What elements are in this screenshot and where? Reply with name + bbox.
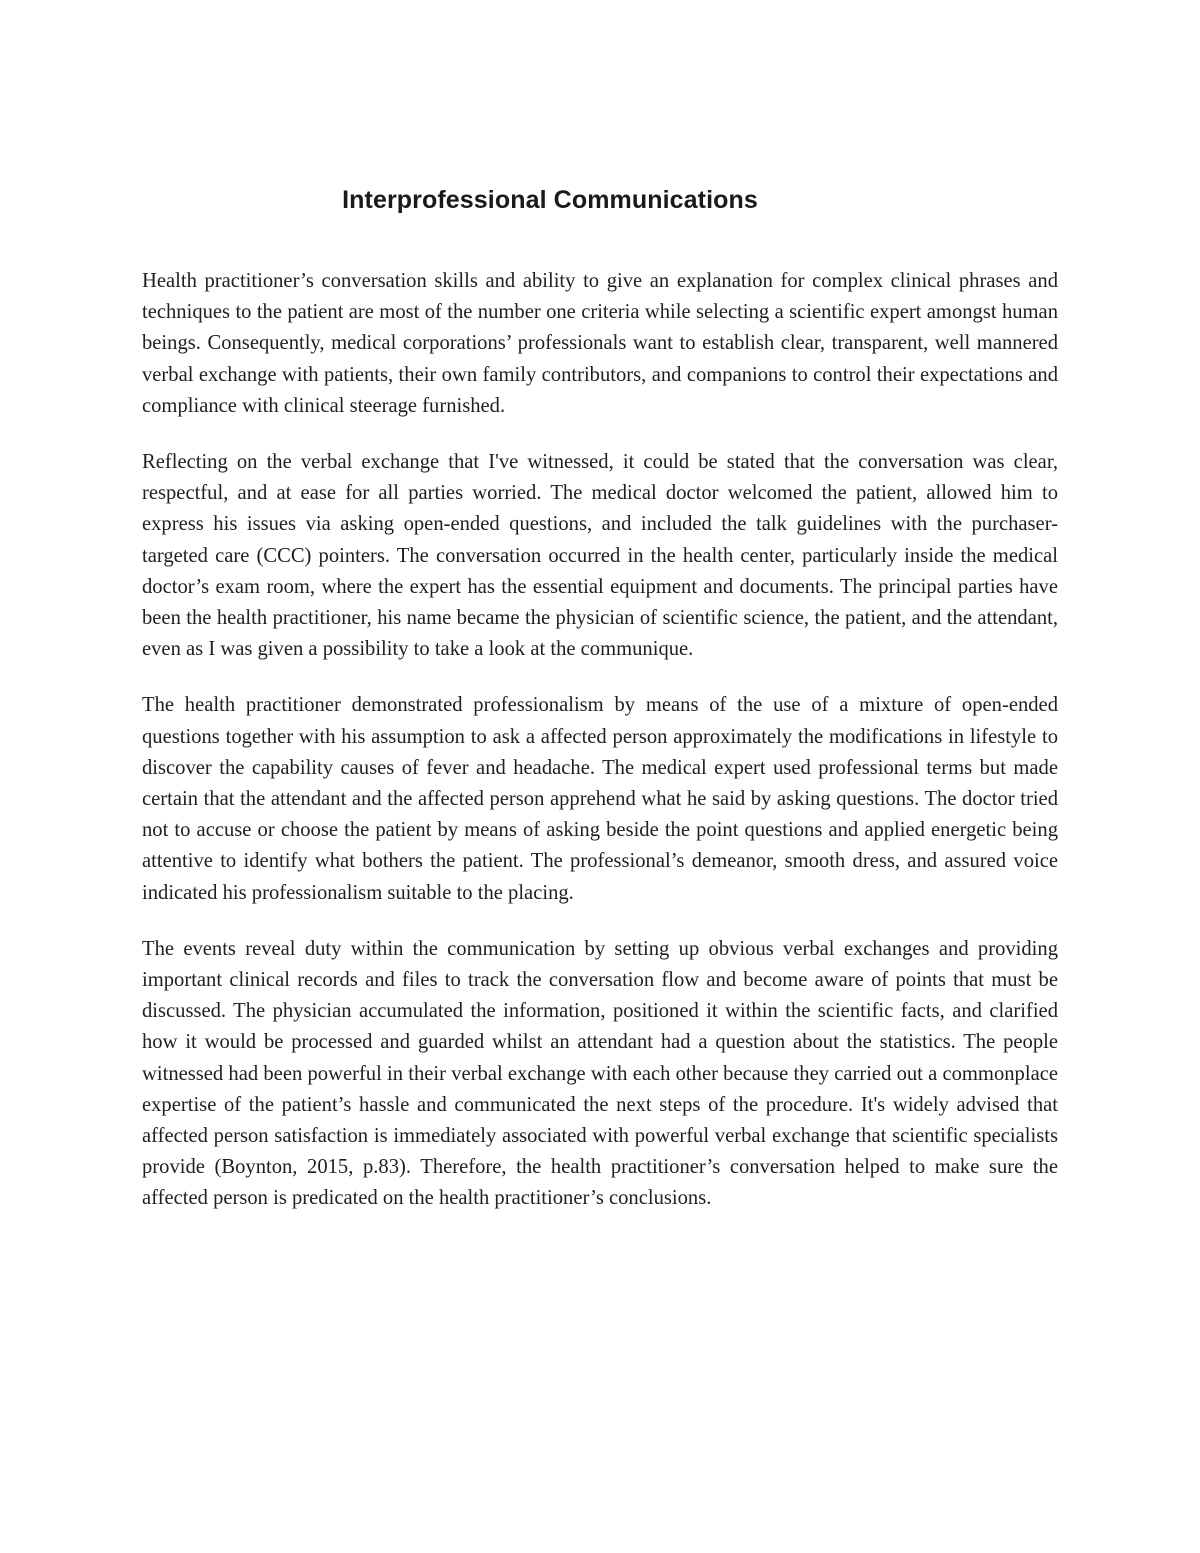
document-title: Interprofessional Communications [342,186,758,214]
paragraph-2: Reflecting on the verbal exchange that I've witnessed, it could be stated that the conversation was clear, respectful, and at ease for all parties worried. The medical doctor welcomed the patient, allowed him to express his issues via asking open-ended questions, and included the talk guidelines with the purchaser-targeted care (CCC) pointers. The conversation occurred in the health center, particularly inside the medical doctor’s exam room, where the expert has the essential equipment and documents. The principal parties have been the health practitioner, his name became the physician of scientific science, the patient, and the attendant, even as I was given a possibility to take a look at the communique. [142,451,1058,661]
paragraph-3: The health practitioner demonstrated professionalism by means of the use of a mixture of open-ended questions together with his assumption to ask a affected person approximately the modifications in lifestyle to discover the capability causes of fever and headache. The medical expert used professional terms but made certain that the attendant and the affected person apprehend what he said by asking questions. The doctor tried not to accuse or choose the patient by means of asking beside the point questions and applied energetic being attentive to identify what bothers the patient. The professional’s demeanor, smooth dress, and assured voice indicated his professionalism suitable to the placing. [142,694,1058,904]
document-body [142,266,1058,1240]
paragraph-4: The events reveal duty within the communication by setting up obvious verbal exchanges and providing important clinical records and files to track the conversation flow and become aware of points that must be discussed. The physician accumulated the information, positioned it within the scientific facts, and clarified how it would be processed and guarded whilst an attendant had a question about the statistics. The people witnessed had been powerful in their verbal exchange with each other because they carried out a commonplace expertise of the patient’s hassle and communicated the next steps of the procedure. It's widely advised that affected person satisfaction is immediately associated with powerful verbal exchange that scientific specialists provide (Boynton, 2015, p.83). Therefore, the health practitioner’s conversation helped to make sure the affected person is predicated on the health practitioner’s conclusions. [142,937,1058,1210]
paragraph-1: Health practitioner’s conversation skills and ability to give an explanation for complex clinical phrases and techniques to the patient are most of the number one criteria while selecting a scientific expert amongst human beings. Consequently, medical corporations’ professionals want to establish clear, transparent, well mannered verbal exchange with patients, their own family contributors, and companions to control their expectations and compliance with clinical steerage furnished. [142,270,1058,417]
